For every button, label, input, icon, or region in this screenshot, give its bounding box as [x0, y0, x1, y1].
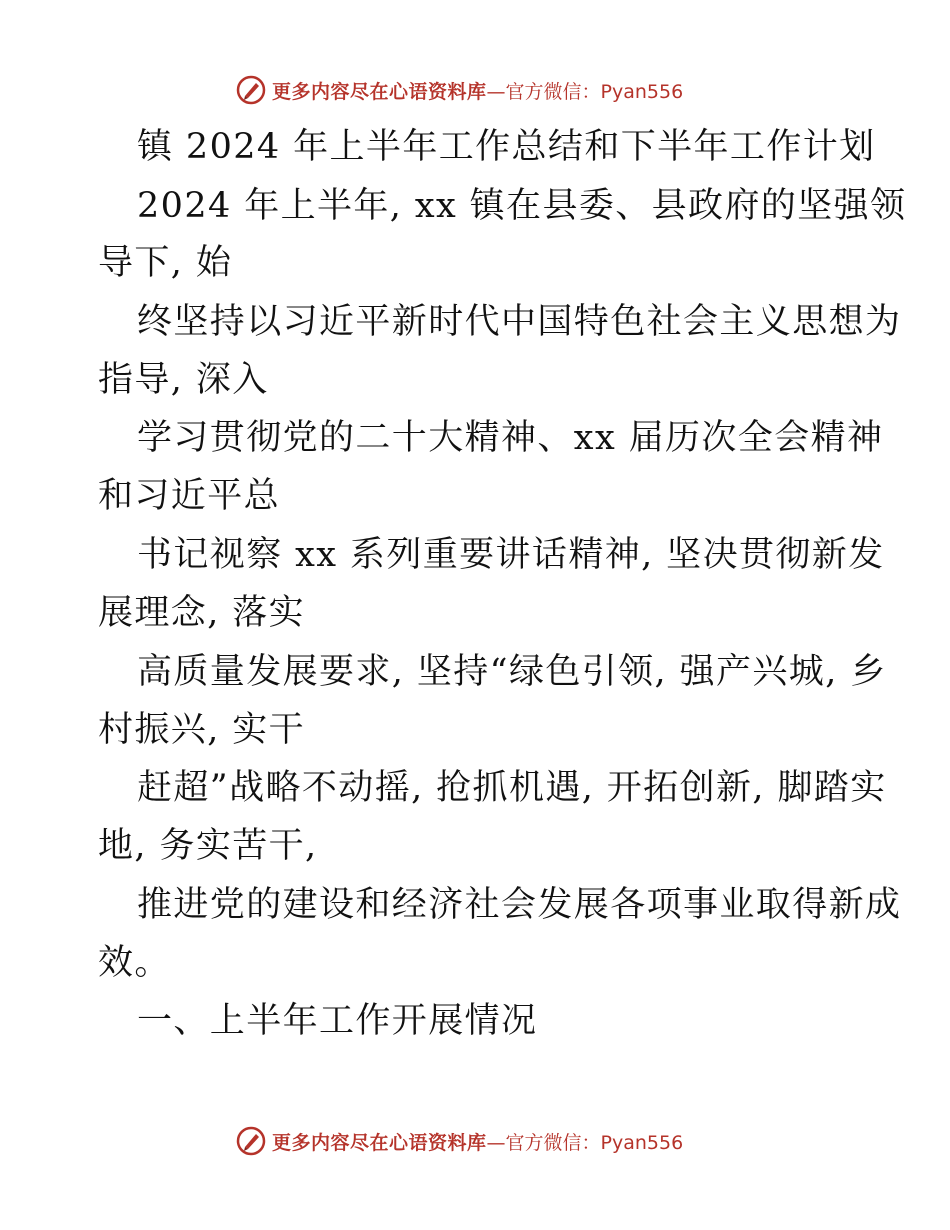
- header-watermark-banner: [236, 72, 683, 108]
- paragraph-line: 书记视察 xx 系列重要讲话精神, 坚决贯彻新发: [137, 535, 885, 575]
- paragraph-line: 地, 务实苦干,: [98, 826, 318, 866]
- paragraph-line: 展理念, 落实: [98, 593, 306, 633]
- paragraph-line: 导下, 始: [98, 243, 233, 283]
- section-heading: 一、上半年工作开展情况: [137, 1001, 538, 1041]
- paragraph-line: 赶超”战略不动摇, 抢抓机遇, 开拓创新, 脚踏实: [137, 768, 887, 808]
- footer-watermark-banner: [236, 1123, 683, 1159]
- paragraph-line: 和习近平总: [98, 476, 281, 516]
- watermark-brand-text: 更多内容尽在心语资料库: [272, 80, 487, 103]
- paragraph-line: 高质量发展要求, 坚持“绿色引领, 强产兴城, 乡: [137, 652, 887, 692]
- watermark-wechat-text: —官方微信：Pyan556: [486, 1131, 684, 1154]
- paragraph-line: 2024 年上半年, xx 镇在县委、县政府的坚强领: [137, 186, 907, 226]
- paragraph-line: 村振兴, 实干: [98, 710, 306, 750]
- paragraph-line: 指导, 深入: [98, 360, 269, 400]
- watermark-brand-text: 更多内容尽在心语资料库: [272, 1131, 487, 1154]
- pen-logo-icon: [236, 1126, 266, 1156]
- watermark-wechat-text: —官方微信：Pyan556: [486, 80, 684, 103]
- paragraph-line: 效。: [98, 943, 171, 983]
- paragraph-line: 终坚持以习近平新时代中国特色社会主义思想为: [137, 302, 902, 342]
- pen-logo-icon: [236, 75, 266, 105]
- paragraph-line: 学习贯彻党的二十大精神、xx 届历次全会精神: [137, 418, 884, 458]
- document-title: 镇 2024 年上半年工作总结和下半年工作计划: [137, 127, 876, 167]
- paragraph-line: 推进党的建设和经济社会发展各项事业取得新成: [137, 885, 902, 925]
